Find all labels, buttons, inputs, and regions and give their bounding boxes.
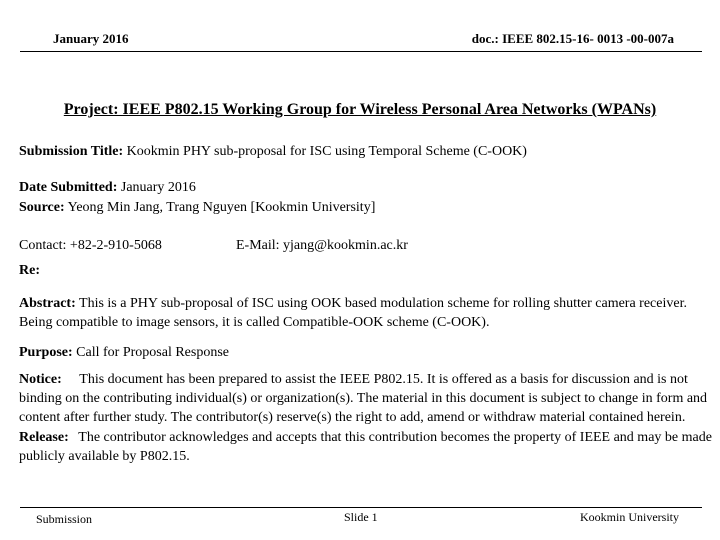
date-submitted-value: January 2016 [120, 180, 196, 195]
footer-divider [20, 507, 702, 508]
submission-title [19, 144, 527, 160]
contact-phone: Contact: +82-2-910-5068 [19, 238, 162, 253]
header-doc-id: doc.: IEEE 802.15-16- 0013 -00-007a [471, 31, 674, 46]
abstract-label: Abstract: [19, 296, 76, 311]
header-date: January 2016 [53, 31, 129, 46]
notice-label: Notice: [19, 372, 62, 387]
release-value: The contributor acknowledges and accepts that this contribution becomes the property of IEEE and may be made publicly available by P802.15. [19, 429, 712, 464]
submission-title-label: Submission Title: [19, 144, 124, 159]
source-label: Source: [19, 200, 65, 215]
re-label: Re: [19, 263, 40, 278]
date-submitted-label: Date Submitted: [19, 180, 118, 195]
footer-slide-number: Slide 1 [344, 510, 378, 524]
footer-submission: Submission [36, 512, 93, 526]
submission-title-value: Kookmin PHY sub-proposal for ISC using Temporal Scheme (C-OOK) [126, 144, 527, 159]
date-submitted [19, 180, 196, 196]
purpose [19, 345, 229, 361]
footer-organization: Kookmin University [580, 510, 679, 524]
source-value: Yeong Min Jang, Trang Nguyen [Kookmin University] [67, 200, 376, 215]
source [19, 200, 375, 216]
project-title: Project: IEEE P802.15 Working Group for Wireless Personal Area Networks (WPANs) [63, 101, 657, 118]
abstract [19, 294, 715, 332]
abstract-value: This is a PHY sub-proposal of ISC using OOK based modulation scheme for rolling shutter camera receiver. Being compatible to image sensors, it is called Compatible-OOK scheme (C-OOK). [19, 296, 687, 331]
purpose-value: Call for Proposal Response [76, 345, 229, 360]
notice-value: This document has been prepared to assist the IEEE P802.15. It is offered as a basis for discussion and is not binding on the contributing individual(s) or organization(s). The material in this document is subject to change in form and content after further study. The contributor(s) reserve(s) the right to add, amend or withdraw material contained herein. [19, 372, 708, 426]
release [19, 428, 715, 466]
release-label: Release: [19, 429, 69, 445]
contact-email: E-Mail: yjang@kookmin.ac.kr [236, 238, 408, 253]
re-line [19, 263, 40, 279]
notice-release [19, 370, 715, 466]
purpose-label: Purpose: [19, 345, 73, 360]
header-divider [20, 51, 702, 52]
notice [19, 370, 715, 428]
